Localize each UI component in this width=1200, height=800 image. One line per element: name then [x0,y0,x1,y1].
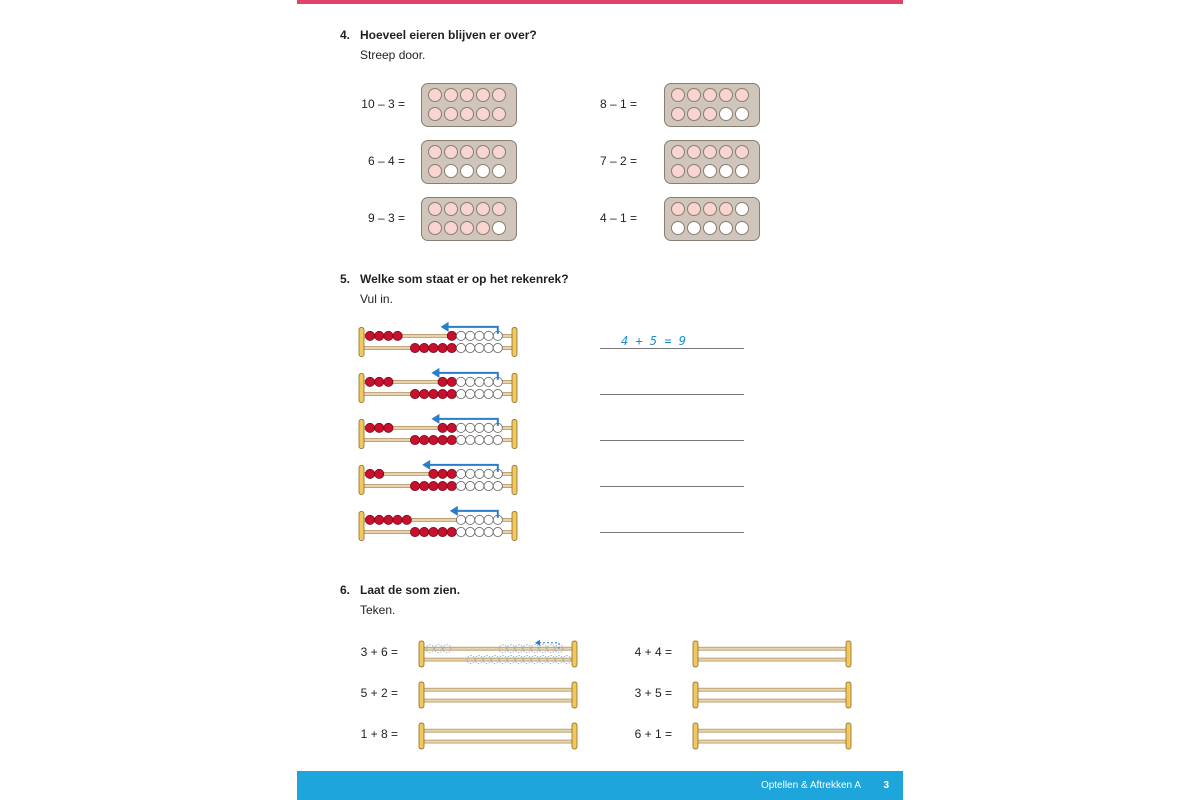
white-bead [466,469,475,478]
egg[interactable] [444,145,458,159]
rack-rod-bottom [695,658,849,661]
egg-row [428,202,506,216]
red-bead [410,481,419,490]
egg-carton-2[interactable] [664,83,760,127]
white-bead [466,389,475,398]
egg-empty-slot[interactable] [735,107,749,121]
white-bead [484,377,493,386]
red-bead [375,377,384,386]
red-bead [438,527,447,536]
white-bead [456,527,465,536]
egg-empty-slot[interactable] [460,164,474,178]
answer-line-2[interactable] [600,394,744,395]
white-bead [456,343,465,352]
white-bead [475,481,484,490]
rack-rod-bottom [695,699,849,702]
egg[interactable] [476,107,490,121]
egg[interactable] [444,202,458,216]
white-bead [484,481,493,490]
red-bead [429,469,438,478]
white-bead [475,377,484,386]
white-bead [456,481,465,490]
footer-book-title: Optellen & Aftrekken A [760,780,861,791]
egg[interactable] [428,88,442,102]
q4-equation-3: 6 – 4 = [367,154,405,168]
rack-frame-left [359,466,364,495]
red-bead [438,377,447,386]
white-bead [484,469,493,478]
question-6-number: 6. [340,583,351,597]
rack-frame-left [359,328,364,357]
egg[interactable] [492,107,506,121]
rack-rod-top [695,688,849,691]
arrow-head [422,460,430,470]
answer-line-3[interactable] [600,440,744,441]
red-bead [402,515,411,524]
white-bead [493,527,502,536]
egg-carton-5[interactable] [421,197,517,241]
red-bead [384,423,393,432]
egg[interactable] [687,107,701,121]
egg-empty-slot[interactable] [476,164,490,178]
rack-frame-right [512,328,517,357]
question-5-title: Welke som staat er op het rekenrek? [360,272,569,286]
egg[interactable] [460,145,474,159]
rack-frame-right [572,723,577,749]
worksheet-page [297,0,903,800]
egg[interactable] [671,202,685,216]
rack-frame-right [512,374,517,403]
egg-row [671,88,749,102]
egg[interactable] [735,88,749,102]
answer-line-4[interactable] [600,486,744,487]
egg-empty-slot[interactable] [719,107,733,121]
egg[interactable] [703,145,717,159]
red-bead [375,469,384,478]
rack-frame-right [512,466,517,495]
egg[interactable] [703,202,717,216]
rack-rod-top [421,647,575,650]
rack-frame-left [359,420,364,449]
empty-rack-5[interactable] [419,719,581,753]
rack-frame-left [693,723,698,749]
egg[interactable] [671,88,685,102]
white-bead [484,389,493,398]
egg-carton-4[interactable] [664,140,760,184]
red-bead [429,389,438,398]
egg[interactable] [703,88,717,102]
white-bead [466,343,475,352]
egg[interactable] [671,107,685,121]
red-bead [365,423,374,432]
question-5-heading [340,272,740,288]
red-bead [420,343,429,352]
question-6-heading [340,583,740,599]
red-bead [429,527,438,536]
egg-empty-slot[interactable] [492,164,506,178]
rack-frame-left [359,512,364,541]
egg[interactable] [444,221,458,235]
egg[interactable] [460,202,474,216]
white-bead [456,377,465,386]
rack-rod-top [695,647,849,650]
red-bead [365,331,374,340]
white-bead [493,435,502,444]
egg[interactable] [460,88,474,102]
egg[interactable] [492,202,506,216]
red-bead [447,423,456,432]
q6-equation-2: 4 + 4 = [634,645,672,659]
red-bead [410,343,419,352]
red-bead [420,481,429,490]
white-bead [475,423,484,432]
egg[interactable] [719,145,733,159]
white-bead [484,423,493,432]
red-bead [429,435,438,444]
egg[interactable] [492,145,506,159]
rack-frame-right [846,682,851,708]
question-4-heading [340,28,740,44]
egg-empty-slot[interactable] [719,221,733,235]
question-6-title: Laat de som zien. [360,583,461,597]
egg-row [671,164,749,178]
question-5-number: 5. [340,272,351,286]
red-bead [447,389,456,398]
red-bead [393,331,402,340]
white-bead [484,331,493,340]
q6-equation-1: 3 + 6 = [360,645,398,659]
white-bead [456,389,465,398]
egg[interactable] [444,107,458,121]
q4-equation-1: 10 – 3 = [361,97,405,111]
egg[interactable] [492,88,506,102]
red-bead [410,389,419,398]
red-bead [365,515,374,524]
red-bead [447,435,456,444]
red-bead [375,331,384,340]
white-bead [466,331,475,340]
white-bead [466,515,475,524]
egg-empty-slot[interactable] [719,164,733,178]
red-bead [438,435,447,444]
q6-equation-4: 3 + 5 = [634,686,672,700]
white-bead [456,331,465,340]
question-6-instruction: Teken. [360,603,396,617]
empty-rack-2[interactable] [693,637,855,671]
q4-equation-6: 4 – 1 = [599,211,637,225]
egg-empty-slot[interactable] [703,164,717,178]
rack-frame-right [846,723,851,749]
white-bead [475,343,484,352]
white-bead [493,343,502,352]
rack-frame-left [419,641,424,667]
rack-frame-right [572,682,577,708]
rack-frame-left [419,723,424,749]
rack-rod-top [421,729,575,732]
footer-bar [297,771,903,800]
egg[interactable] [687,164,701,178]
egg-carton-6[interactable] [664,197,760,241]
red-bead [375,423,384,432]
empty-rack-1[interactable] [419,637,581,671]
egg-carton-3[interactable] [421,140,517,184]
red-bead [384,515,393,524]
rack-frame-left [419,682,424,708]
rack-rod-bottom [421,658,575,661]
rack-rod-top [421,688,575,691]
red-bead [365,469,374,478]
empty-rack-6[interactable] [693,719,855,753]
q6-equation-3: 5 + 2 = [360,686,398,700]
egg-row [671,107,749,121]
white-bead [484,343,493,352]
answer-line-5[interactable] [600,532,744,533]
white-bead [466,435,475,444]
red-bead [429,343,438,352]
egg[interactable] [428,107,442,121]
red-bead [447,527,456,536]
red-bead [447,343,456,352]
red-bead [365,377,374,386]
red-bead [420,527,429,536]
empty-rack-4[interactable] [693,678,855,712]
egg[interactable] [428,221,442,235]
egg-row [428,88,506,102]
white-bead [466,481,475,490]
egg[interactable] [428,164,442,178]
counting-rack-2 [359,369,521,407]
top-accent-bar [297,0,903,4]
white-bead [456,423,465,432]
egg-empty-slot[interactable] [735,164,749,178]
rack-frame-right [572,641,577,667]
white-bead [466,527,475,536]
egg-row [428,107,506,121]
answer-line-1[interactable] [600,348,744,349]
white-bead [493,481,502,490]
egg[interactable] [687,88,701,102]
rack-frame-left [693,682,698,708]
counting-rack-1 [359,323,521,361]
red-bead [438,481,447,490]
white-bead [475,331,484,340]
white-bead [475,527,484,536]
egg[interactable] [719,202,733,216]
q6-equation-5: 1 + 8 = [360,727,398,741]
white-bead [466,423,475,432]
egg[interactable] [476,202,490,216]
arrow-head [431,414,439,424]
arrow-head [450,506,458,516]
egg[interactable] [671,145,685,159]
arrow-head [441,322,449,332]
counting-rack-4 [359,461,521,499]
egg[interactable] [671,164,685,178]
egg-carton-1[interactable] [421,83,517,127]
egg-row [428,145,506,159]
egg-row [428,164,506,178]
rack-rod-bottom [421,699,575,702]
counting-rack-3 [359,415,521,453]
egg[interactable] [428,145,442,159]
egg-empty-slot[interactable] [735,221,749,235]
counting-rack-5 [359,507,521,545]
red-bead [420,389,429,398]
question-4-number: 4. [340,28,351,42]
egg[interactable] [687,202,701,216]
egg-empty-slot[interactable] [444,164,458,178]
white-bead [456,515,465,524]
rack-frame-right [512,420,517,449]
egg[interactable] [719,88,733,102]
red-bead [447,469,456,478]
egg[interactable] [476,221,490,235]
egg[interactable] [476,145,490,159]
egg[interactable] [444,88,458,102]
egg-row [428,221,506,235]
question-5-instruction: Vul in. [360,292,393,306]
rack-frame-left [693,641,698,667]
egg-row [671,221,749,235]
red-bead [393,515,402,524]
q6-equation-6: 6 + 1 = [634,727,672,741]
red-bead [410,435,419,444]
red-bead [438,469,447,478]
rack-rod-bottom [695,740,849,743]
egg-empty-slot[interactable] [687,221,701,235]
q4-equation-5: 9 – 3 = [367,211,405,225]
white-bead [475,469,484,478]
white-bead [484,435,493,444]
red-bead [447,377,456,386]
example-answer-handwriting: 4 + 5 = 9 [621,334,687,348]
rack-frame-right [846,641,851,667]
egg[interactable] [460,221,474,235]
empty-rack-3[interactable] [419,678,581,712]
red-bead [447,331,456,340]
red-bead [420,435,429,444]
egg-row [671,202,749,216]
q4-equation-4: 7 – 2 = [599,154,637,168]
white-bead [456,469,465,478]
rack-frame-right [512,512,517,541]
white-bead [466,377,475,386]
question-4-title: Hoeveel eieren blijven er over? [360,28,537,42]
red-bead [447,481,456,490]
white-bead [493,389,502,398]
white-bead [456,435,465,444]
rack-rod-bottom [421,740,575,743]
rack-frame-left [359,374,364,403]
red-bead [384,377,393,386]
red-bead [438,343,447,352]
red-bead [410,527,419,536]
egg[interactable] [735,145,749,159]
egg[interactable] [476,88,490,102]
egg-empty-slot[interactable] [735,202,749,216]
egg-row [671,145,749,159]
footer-page-number: 3 [883,780,889,791]
red-bead [429,481,438,490]
egg-empty-slot[interactable] [492,221,506,235]
white-bead [475,515,484,524]
white-bead [484,515,493,524]
q4-equation-2: 8 – 1 = [599,97,637,111]
red-bead [438,389,447,398]
egg[interactable] [687,145,701,159]
egg[interactable] [703,107,717,121]
red-bead [384,331,393,340]
egg[interactable] [460,107,474,121]
red-bead [438,423,447,432]
arrow-head [431,368,439,378]
egg-empty-slot[interactable] [703,221,717,235]
rack-rod-top [695,729,849,732]
white-bead [475,389,484,398]
egg-empty-slot[interactable] [671,221,685,235]
question-4-instruction: Streep door. [360,48,426,62]
white-bead [475,435,484,444]
egg[interactable] [428,202,442,216]
white-bead [484,527,493,536]
red-bead [375,515,384,524]
